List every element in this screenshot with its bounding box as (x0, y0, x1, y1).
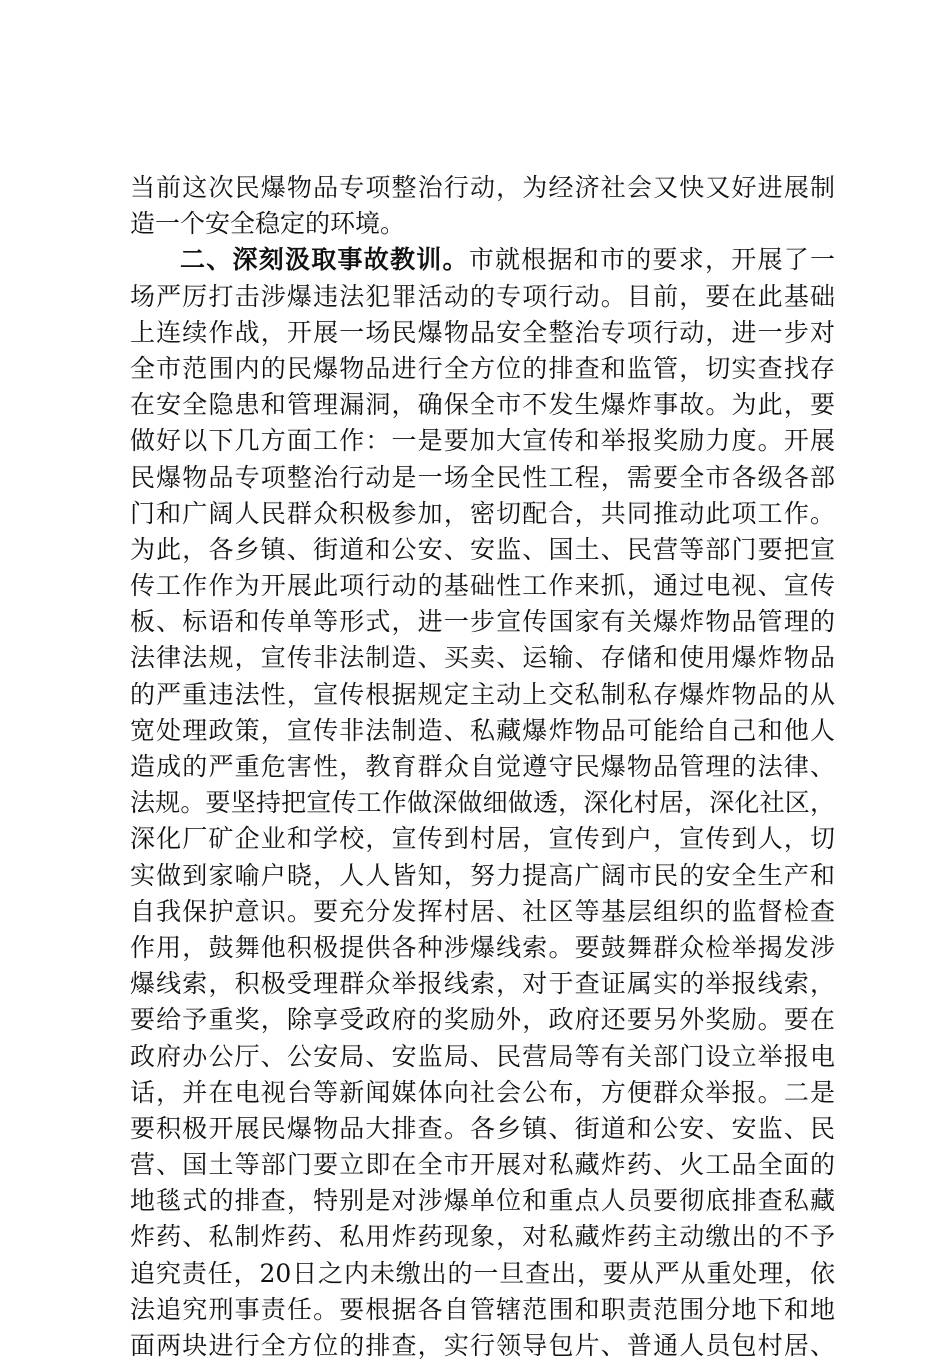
text-line: 为此，各乡镇、街道和公安、安监、国土、民营等部门要把宣 (130, 534, 835, 564)
text-line: 板、标语和传单等形式，进一步宣传国家有关爆炸物品管理的 (130, 607, 835, 637)
text-span: 市就根据和市的要求，开展了一 (468, 245, 835, 275)
text-line: 面两块进行全方位的排查，实行领导包片、普通人员包村居、 (130, 1331, 835, 1360)
text-line: 上连续作战，开展一场民爆物品安全整治专项行动，进一步对 (130, 317, 835, 347)
section-heading: 二、深刻汲取事故教训。 (180, 245, 469, 275)
text-line: 法律法规，宣传非法制造、买卖、运输、存储和使用爆炸物品 (130, 643, 835, 673)
text-line: 要给予重奖，除享受政府的奖励外，政府还要另外奖励。要在 (130, 1005, 835, 1035)
text-line: 自我保护意识。要充分发挥村居、社区等基层组织的监督检查 (130, 896, 835, 926)
text-line: 造成的严重危害性，教育群众自觉遵守民爆物品管理的法律、 (130, 752, 835, 781)
text-line: 传工作作为开展此项行动的基础性工作来抓，通过电视、宣传 (130, 571, 835, 601)
text-line: 宽处理政策，宣传非法制造、私藏爆炸物品可能给自己和他人 (130, 715, 835, 745)
text-line (130, 242, 835, 278)
text-line: 法追究刑事责任。要根据各自管辖范围和职责范围分地下和地 (130, 1294, 835, 1324)
text-line: 作用，鼓舞他积极提供各种涉爆线索。要鼓舞群众检举揭发涉 (130, 932, 835, 962)
text-line: 全市范围内的民爆物品进行全方位的排查和监管，切实查找存 (130, 353, 835, 383)
text-line: 营、国土等部门要立即在全市开展对私藏炸药、火工品全面的 (130, 1150, 835, 1180)
text-line: 要积极开展民爆物品大排查。各乡镇、街道和公安、安监、民 (130, 1113, 835, 1143)
text-line: 当前这次民爆物品专项整治行动，为经济社会又快又好进展制 (130, 173, 835, 202)
text-line: 实做到家喻户晓，人人皆知，努力提高广阔市民的安全生产和 (130, 860, 835, 890)
text-line: 话，并在电视台等新闻媒体向社会公布，方便群众举报。二是 (130, 1077, 835, 1107)
text-line: 地毯式的排查，特别是对涉爆单位和重点人员要彻底排查私藏 (130, 1186, 835, 1216)
text-line: 在安全隐患和管理漏洞，确保全市不发生爆炸事故。为此，要 (130, 390, 835, 420)
text-line: 深化厂矿企业和学校，宣传到村居，宣传到户，宣传到人，切 (130, 824, 835, 854)
text-line: 炸药、私制炸药、私用炸药现象，对私藏炸药主动缴出的不予 (130, 1222, 835, 1252)
text-line: 政府办公厅、公安局、安监局、民营局等有关部门设立举报电 (130, 1041, 835, 1071)
text-line: 追究责任，20日之内未缴出的一旦查出，要从严从重处理，依 (130, 1258, 835, 1288)
text-line: 做好以下几方面工作：一是要加大宣传和举报奖励力度。开展 (130, 426, 835, 456)
text-line: 民爆物品专项整治行动是一场全民性工程，需要全市各级各部 (130, 462, 835, 492)
text-line: 的严重违法性，宣传根据规定主动上交私制私存爆炸物品的从 (130, 679, 835, 709)
text-line: 造一个安全稳定的环境。 (130, 209, 406, 239)
text-line: 爆线索，积极受理群众举报线索，对于查证属实的举报线索， (130, 969, 835, 999)
text-line: 法规。要坚持把宣传工作做深做细做透，深化村居，深化社区， (130, 788, 835, 818)
body-text (130, 170, 835, 1364)
text-line: 场严厉打击涉爆违法犯罪活动的专项行动。目前，要在此基础 (130, 281, 835, 311)
text-line: 门和广阔人民群众积极参加，密切配合，共同推动此项工作。 (130, 498, 835, 528)
